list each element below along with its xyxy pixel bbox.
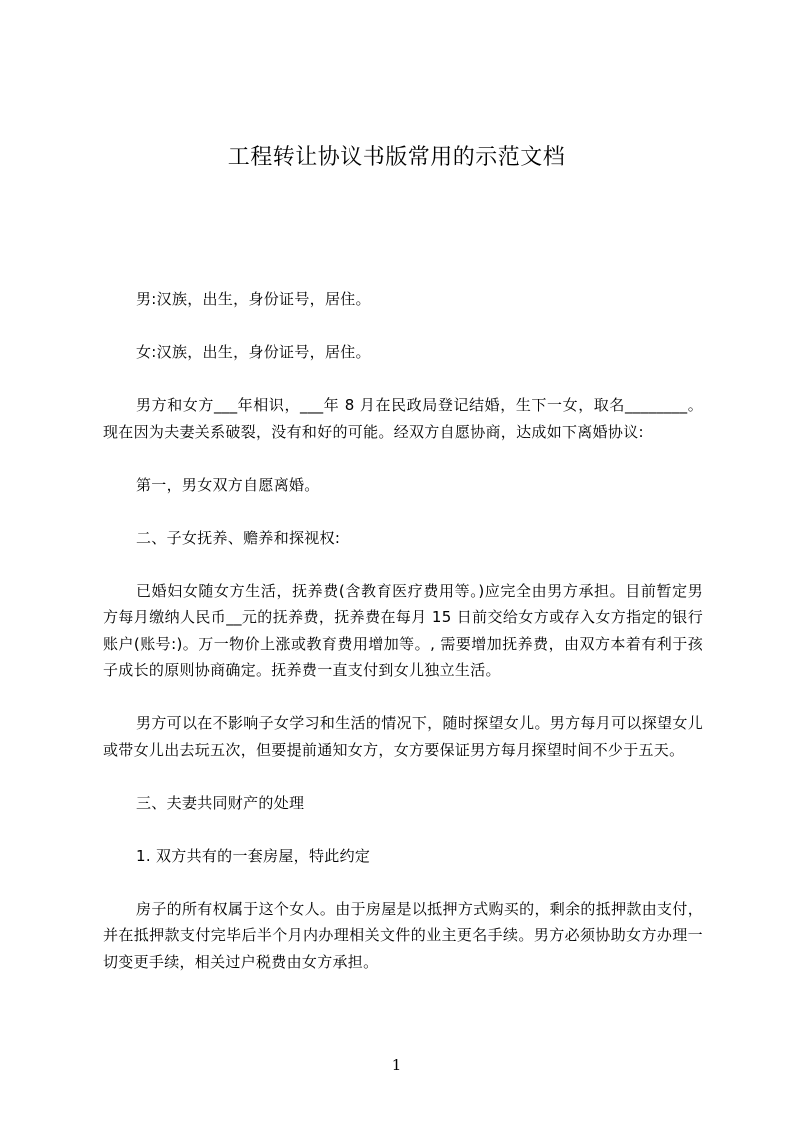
paragraph-background: 男方和女方___年相识，___年 8 月在民政局登记结婚，生下一女，取名________。现在因为夫妻关系破裂，没有和好的可能。经双方自愿协商，达成如下离婚协议: [103,396,703,441]
paragraph-visitation: 男方可以在不影响子女学习和生活的情况下，随时探望女儿。男方每月可以探望女儿或带女儿出去玩五次，但要提前通知女方，女方要保证男方每月探望时间不少于五天。 [103,714,703,759]
page-number: 1 [391,1056,402,1074]
paragraph-husband-info: 男:汉族，出生，身份证号，居住。 [136,290,371,308]
paragraph-section-two-heading: 二、子女抚养、赡养和探视权: [136,528,341,547]
paragraph-house-heading: 1. 双方共有的一套房屋，特此约定 [136,846,371,865]
document-title: 工程转让协议书版常用的示范文档 [227,145,566,170]
document-body [103,286,703,975]
paragraph-clause-one: 第一，男女双方自愿离婚。 [136,475,320,494]
paragraph-section-three-heading: 三、夫妻共同财产的处理 [136,793,305,812]
paragraph-house-ownership: 房子的所有权属于这个女人。由于房屋是以抵押方式购买的，剩余的抵押款由支付，并在抵押款支付完毕后半个月内办理相关文件的业主更名手续。男方必须协助女方办理一切变更手续，相关过户税费由女方承担。 [103,899,703,971]
paragraph-wife-info: 女:汉族，出生，身份证号，居住。 [136,343,371,361]
paragraph-child-support: 已婚妇女随女方生活，抚养费(含教育医疗费用等。)应完全由男方承担。目前暂定男方每月缴纳人民币__元的抚养费，抚养费在每月 15 日前交给女方或存入女方指定的银行账户(账号:)。万一物价上涨或教育费用增加等。, 需要增加抚养费，由双方本着有利于孩子成长的原则协商确定。抚养费一直支付到女儿独立生活。 [103,581,703,679]
